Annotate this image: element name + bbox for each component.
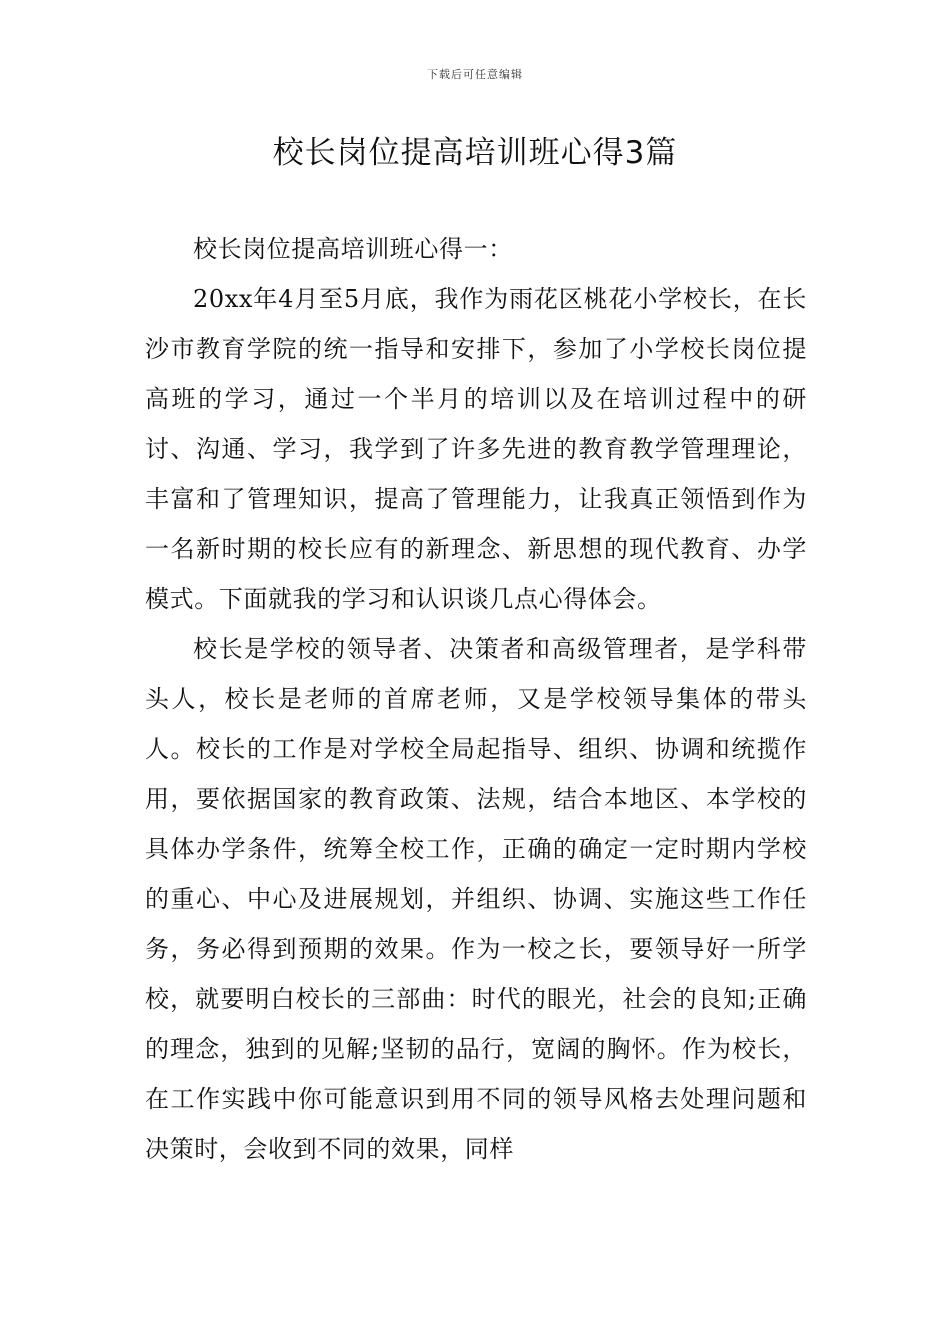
document-body (145, 224, 807, 1174)
header-note: 下载后可任意编辑 (427, 68, 523, 81)
paragraph-1: 20xx年4月至5月底，我作为雨花区桃花小学校长，在长沙市教育学院的统一指导和安排下，参加了小学校长岗位提高班的学习，通过一个半月的培训以及在培训过程中的研讨、沟通、学习，我学到了许多先进的教育教学管理理论，丰富和了管理知识，提高了管理能力，让我真正领悟到作为一名新时期的校长应有的新理念、新思想的现代教育、办学模式。下面就我的学习和认识谈几点心得体会。 (145, 285, 807, 613)
section-heading: 校长岗位提高培训班心得一： (193, 235, 513, 263)
document-title: 校长岗位提高培训班心得3篇 (272, 135, 678, 171)
paragraph-2: 校长是学校的领导者、决策者和高级管理者，是学科带头人，校长是老师的首席老师，又是学校领导集体的带头人。校长的工作是对学校全局起指导、组织、协调和统揽作用，要依据国家的教育政策、法规，结合本地区、本学校的具体办学条件，统筹全校工作，正确的确定一定时期内学校的重心、中心及进展规划，并组织、协调、实施这些工作任务，务必得到预期的效果。作为一校之长，要领导好一所学校，就要明白校长的三部曲：时代的眼光，社会的良知;正确的理念，独到的见解;坚韧的品行，宽阔的胸怀。作为校长，在工作实践中你可能意识到用不同的领导风格去处理问题和决策时，会收到不同的效果，同样 (145, 635, 807, 1163)
